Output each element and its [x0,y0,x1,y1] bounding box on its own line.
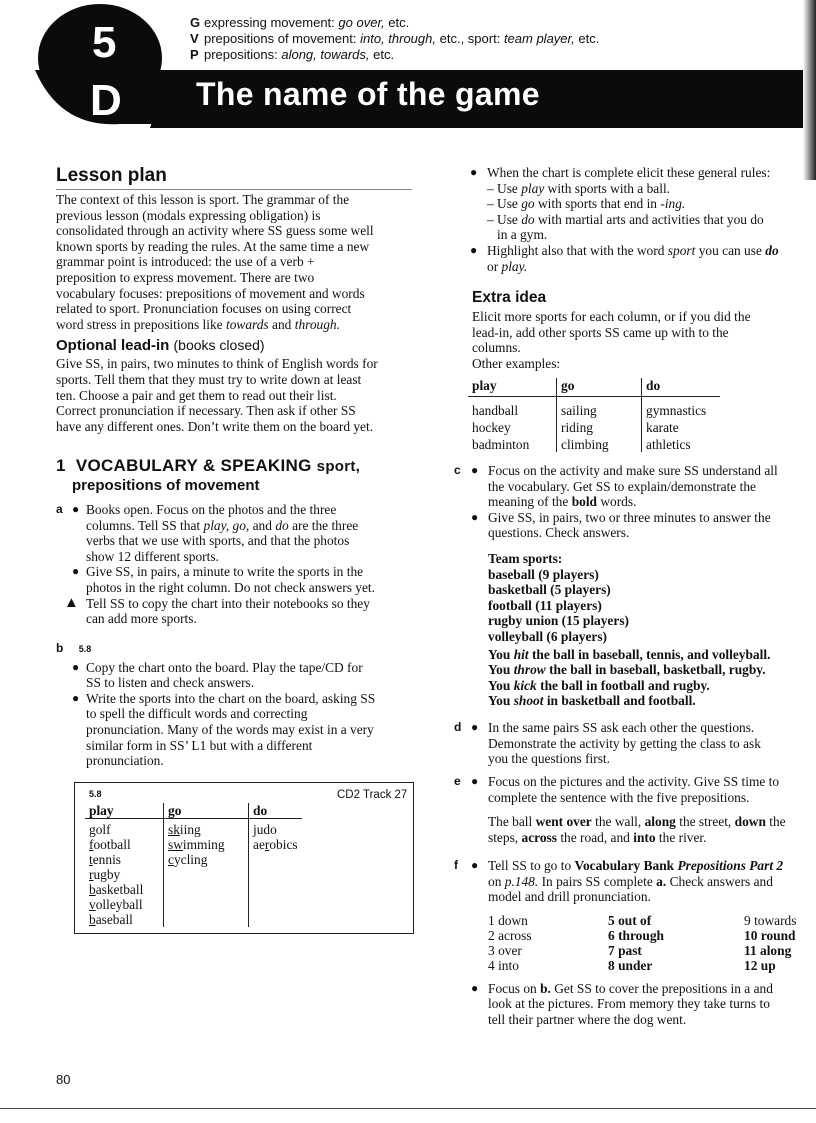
chart-go-item: skiing [168,822,201,837]
rules-block: ● When the chart is complete elicit these general rules: – Use play with sports with a ball. – Use go with sports that end in -ing. – Use do with martial arts and activities that you do in a gym. ● Highlight also that with the word sport you can use do or play. [470,165,779,274]
chart-play-item: football [89,837,131,852]
cd-track-label: CD2 Track 27 [337,789,408,801]
chart-do-item: judo [253,822,277,837]
section1-a: a ● Books open. Focus on the photos and the three columns. Tell SS that play, go, and do are the three verbs that we use with sports, and that the photos show 12 different sports. ● Give SS, in pairs, a minute to write the sports in the photos in the right column. Do not check answers yet. ▲ Tell SS to copy the chart into their notebooks so they can add more sports. [56,502,375,627]
audio-track-number: 5.8 [78,644,92,654]
section-d: d ● In the same pairs SS ask each other the questions. Demonstrate the activity by getting the class to ask you the questions first. [454,720,761,767]
table-row: handball sailing gymnastics [468,397,720,419]
model-sentence: The ball went over the wall, along the street, down the steps, across the road, and into the river. [488,814,786,845]
audioscript-box: 5.8 CD2 Track 27 play go do golf football tennis rugby basketball volleyball baseball skiing swimming cycling judo aerobics [74,782,414,934]
table-row: badminton climbing athletics [468,435,720,452]
table-row: 1 down 5 out of 9 towards [488,912,797,928]
chart-play-item: basketball [89,882,144,897]
chart-play-item: rugby [89,867,121,882]
aim-pronunciation: P prepositions: along, towards, etc. [190,47,395,62]
lesson-title: The name of the game [196,76,540,112]
table-row: 3 over 7 past 11 along [488,942,792,958]
table-row: 4 into 8 under 12 up [488,957,776,973]
chart-go-item: swimming [168,837,225,852]
section-c: c ● Focus on the activity and make sure SS understand all the vocabulary. Get SS to explain/demonstrate the meaning of the bold words. ● Give SS, in pairs, two or three minutes to answer the questions. Check answers. Team sports: baseball (9 players) basketball (5 players) football (11 players) rugby union (15 players) volleyball (6 players) You hit the ball in baseball, tennis, and volleyball. You throw the ball in baseball, basketball, rugby. You kick the ball in football and rugby. You shoot in basketball and football. [454,463,810,709]
team-sports-answers: Team sports: baseball (9 players) basketball (5 players) football (11 players) rugby union (15 players) volleyball (6 players) You hit the ball in baseball, tennis, and volleyball. You throw the ball in baseball, basketball, rugby. You kick the ball in football and rugby. You shoot in basketball and football. [488,550,771,709]
chart-do-item: aerobics [253,837,298,852]
binding-edge [803,0,816,180]
lesson-plan-heading: Lesson plan [56,165,167,186]
leadin-heading: Optional lead-in (books closed) [56,337,265,355]
page-bottom-rule [0,1108,816,1109]
lesson-plan-body: The context of this lesson is sport. The grammar of the previous lesson (modals expressing obligation) is consolidated through an activity where SS guess some well known sports by reading the rules. At the same time a new grammar point is introduced: the use of a verb + preposition to express movement. There are two vocabulary focuses: prepositions of movement and words related to sport. Pronunciation focuses on using correct word stress in prepositions like towards and through. [56,192,374,332]
lesson-plan-section [56,165,412,434]
table-row: 2 across 6 through 10 round [488,927,796,943]
section-f: f ● Tell SS to go to Vocabulary Bank Prepositions Part 2 on p.148. In pairs SS complete a. Check answers and model and drill pronunciation. 1 down 5 out of 9 towards 2 across 6 through 10 round 3 over 7 past 11 along 4 into 8 under 12 up ● Focus on b. Get SS to cover the prepositions in a and look at the pictures. From memory they take turns to tell their partner where the dog went. [454,858,810,1028]
page-number: 80 [56,1072,71,1087]
unit-number: 5 [92,18,117,67]
chart-play-item: volleyball [89,897,143,912]
other-examples-table: play go do handball sailing gymnastics hockey riding karate badminton climbing athletics [468,378,720,452]
section1-heading: 1 VOCABULARY & SPEAKING sport, prepositions of movement [56,456,361,494]
table-row: hockey riding karate [468,418,720,435]
aim-vocabulary: V prepositions of movement: into, through, etc., sport: team player, etc. [190,31,600,46]
extra-idea: Extra idea Elicit more sports for each column, or if you did the lead-in, add other sports SS came up with to the columns. Other examples: [472,289,812,371]
extra-idea-heading: Extra idea [472,289,547,306]
aim-grammar: G expressing movement: go over, etc. [190,15,410,30]
lesson-letter: D [90,76,122,125]
answer-chart: play go do golf football tennis rugby basketball volleyball baseball skiing swimming cycling judo aerobics [85,803,302,927]
chart-play-item: tennis [89,852,121,867]
chart-play-item: golf [89,822,111,837]
section-e: e ● Focus on the pictures and the activity. Give SS time to complete the sentence with the five prepositions. The ball went over the wall, along the street, down the steps, across the road, and into the river. [454,774,810,845]
prepositions-answers [484,913,800,973]
leadin-body: Give SS, in pairs, two minutes to think of English words for sports. Tell them that they must try to write down at least ten. Choose a pair and get them to read out their list. Correct pronunciation if necessary. Then ask if other SS have any different ones. Don’t write them on the board yet. [56,356,378,434]
warning-icon: ▲ [64,594,79,611]
heading-rule [56,189,412,190]
chart-go-item: cycling [168,852,208,867]
section1-b: b 5.8 ● Copy the chart onto the board. Play the tape/CD for SS to listen and check answers. ● Write the sports into the chart on the board, asking SS to spell the difficult words and correcting pronunciation. Many of the words may exist in a very similar form in SS’ L1 but with a different pronunciation. [56,641,376,769]
chart-play-item: baseball [89,912,133,927]
